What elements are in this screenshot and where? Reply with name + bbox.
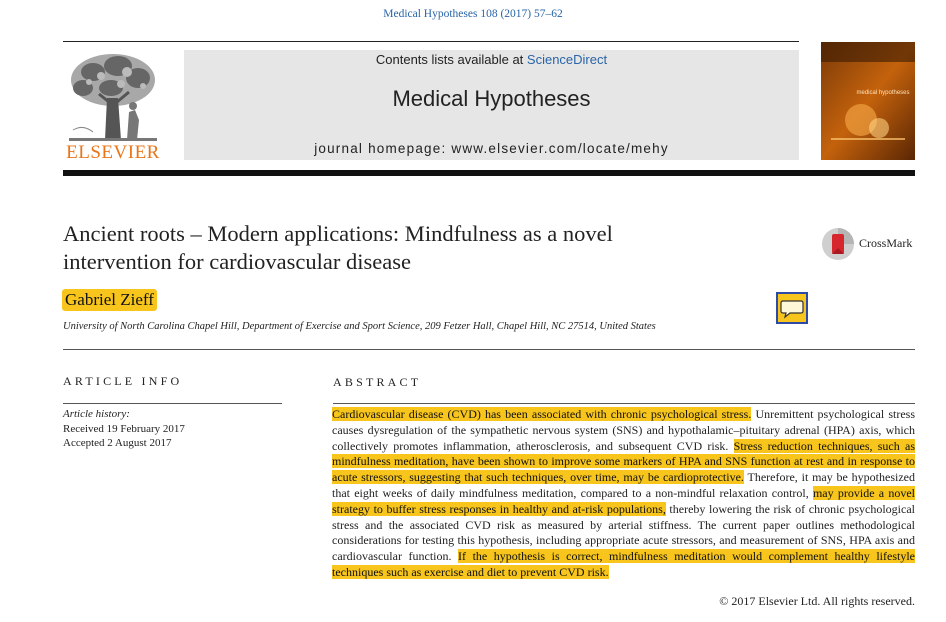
article-title-line2: intervention for cardiovascular disease xyxy=(63,249,411,274)
contents-prefix: Contents lists available at xyxy=(375,52,527,67)
accepted-date: Accepted 2 August 2017 xyxy=(63,437,172,449)
abstract-text: Therefore, it may be hypothesized that eight weeks of daily mindfulness meditation, compared to a non-mindful relaxation control, xyxy=(332,470,915,500)
abstract-heading: ABSTRACT xyxy=(333,375,422,389)
contents-line xyxy=(184,52,799,67)
article-history xyxy=(63,407,185,451)
crossmark-label[interactable]: CrossMark xyxy=(859,236,913,250)
history-label: Article history: xyxy=(63,408,130,420)
author-affiliation: University of North Carolina Chapel Hill, Department of Exercise and Sport Science, 209 Fetzer Hall, Chapel Hill, NC 27514, United States xyxy=(63,321,656,332)
affiliation-rule xyxy=(63,349,915,350)
abstract-rule xyxy=(333,403,915,404)
sciencedirect-link[interactable]: ScienceDirect xyxy=(526,52,608,67)
comment-annotation-icon[interactable] xyxy=(776,292,808,324)
journal-homepage[interactable]: journal homepage: www.elsevier.com/locate/mehy xyxy=(314,141,669,156)
copyright-notice: © 2017 Elsevier Ltd. All rights reserved. xyxy=(719,594,915,608)
header-bottom-rule xyxy=(63,170,915,176)
article-title-line1: Ancient roots – Modern applications: Mindfulness as a novel xyxy=(63,221,613,246)
elsevier-logo xyxy=(63,50,163,160)
journal-cover-image xyxy=(821,42,915,160)
abstract-text: thereby lowering the risk of chronic psychological stress and the associated CVD risk as measured by arterial stiffness. The current paper outlines methodological considerations for testing this hypothesis, including appropriate acute stressors, and measurement of SNS, HPA axis and cardiovascular function. xyxy=(332,501,915,564)
svg-text:medical hypotheses: medical hypotheses xyxy=(856,90,910,96)
abstract-highlight[interactable]: Cardiovascular disease (CVD) has been associated with chronic psychological stress. xyxy=(332,407,752,421)
article-title xyxy=(63,220,763,276)
journal-title: Medical Hypotheses xyxy=(392,86,591,111)
received-date: Received 19 February 2017 xyxy=(63,422,185,435)
abstract-text: Unremittent psychological stress causes dysregulation of the sympathetic nervous system (SNS) and hypothalamic–pituitary adrenal (HPA) axis, which collectively promotes inflammation, atherosclerosis, and subsequent CVD risk. xyxy=(332,407,915,453)
journal-cover xyxy=(821,42,915,160)
header-top-rule xyxy=(63,41,799,42)
abstract-highlight[interactable]: If the hypothesis is correct, mindfulness meditation would complement healthy lifestyle techniques such as exercise and diet to prevent CVD risk. xyxy=(332,549,915,579)
abstract-highlight[interactable]: may provide a novel strategy to buffer stress responses in healthy and at-risk populations, xyxy=(332,485,915,516)
crossmark-icon xyxy=(820,226,856,262)
elsevier-tree-icon xyxy=(63,50,163,160)
article-info-heading: ARTICLE INFO xyxy=(63,374,183,388)
author-name[interactable]: Gabriel Zieff xyxy=(62,289,157,311)
abstract-body xyxy=(332,407,915,581)
abstract-highlight[interactable]: Stress reduction techniques, such as mindfulness meditation, have been shown to improve some markers of HPA and SNS function at rest and in response to acute stressors, suggesting that such techniques, over time, may be cardioprotective. xyxy=(332,438,916,485)
journal-citation: Medical Hypotheses 108 (2017) 57–62 xyxy=(383,8,563,20)
svg-text:ELSEVIER: ELSEVIER xyxy=(66,142,160,160)
article-info-rule xyxy=(63,403,282,404)
